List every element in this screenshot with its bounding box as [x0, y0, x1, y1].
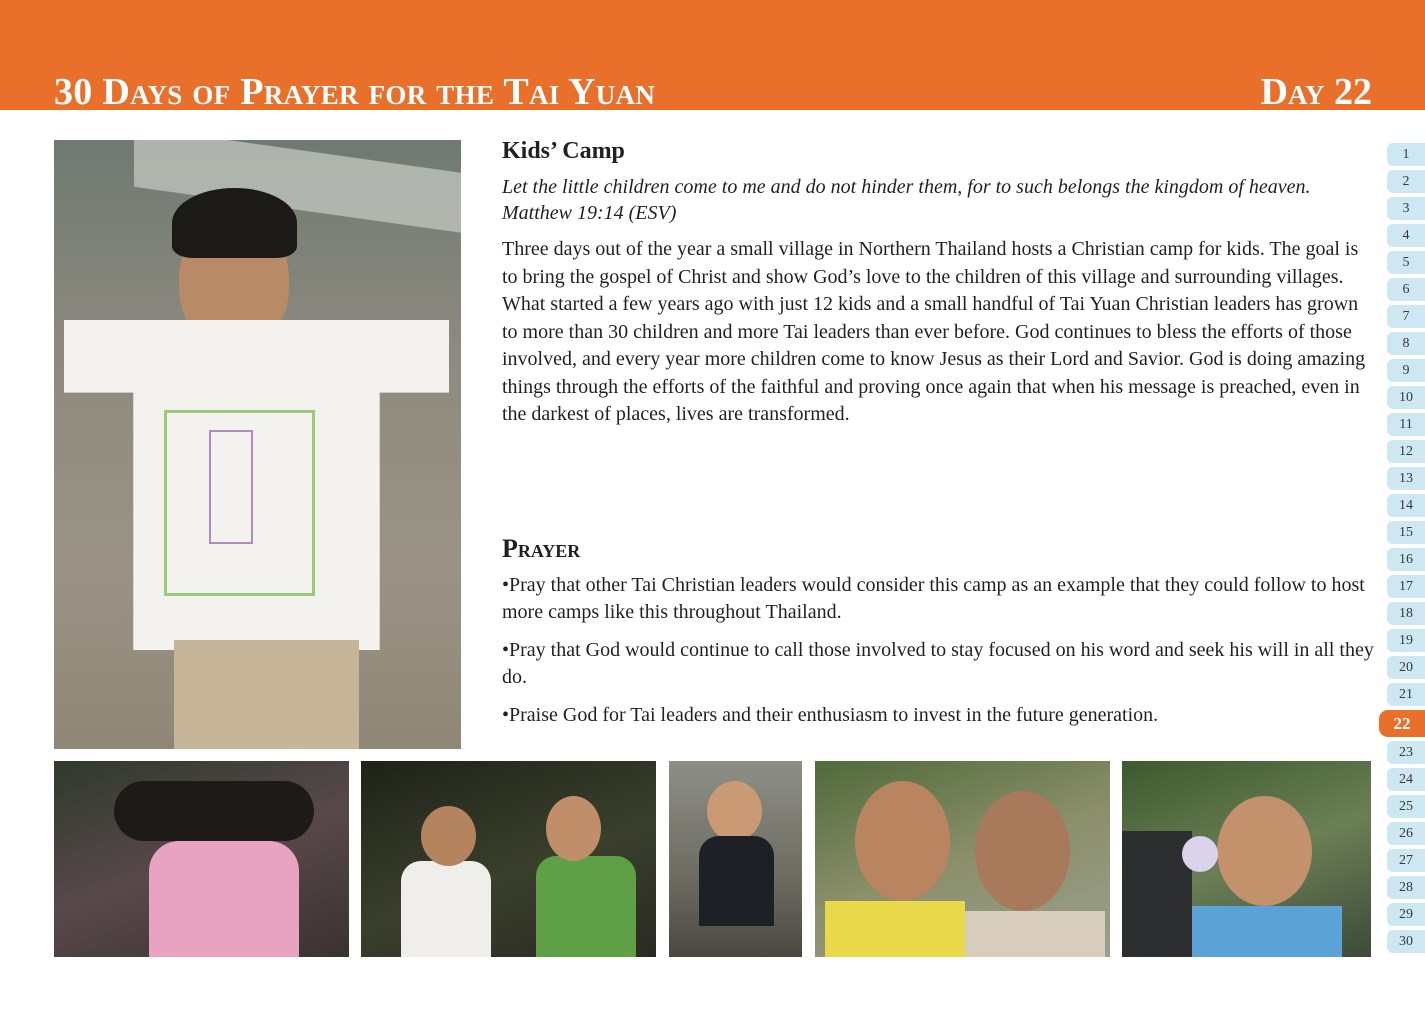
day-tab-18[interactable]: 18 [1387, 602, 1425, 625]
day-tab-2[interactable]: 2 [1387, 170, 1425, 193]
photo-ice-cream [1182, 836, 1218, 872]
day-tab-8[interactable]: 8 [1387, 332, 1425, 355]
prayer-list [502, 572, 1374, 740]
photo-face-left [421, 806, 476, 866]
day-tab-12[interactable]: 12 [1387, 440, 1425, 463]
prayer-item: •Pray that other Tai Christian leaders would consider this camp as an example that they could follow to host more camps like this throughout Thailand. [502, 574, 1365, 623]
photo-heads [114, 781, 314, 841]
day-tab-10[interactable]: 10 [1387, 386, 1425, 409]
photo-girl-hair [172, 188, 297, 258]
prayer-item: •Praise God for Tai leaders and their enthusiasm to invest in the future generation. [502, 704, 1159, 726]
prayer-heading: Prayer [502, 534, 581, 563]
day-tab-24[interactable]: 24 [1387, 768, 1425, 791]
page-title: 30 Days of Prayer for the Tai Yuan [54, 71, 656, 110]
day-tab-3[interactable]: 3 [1387, 197, 1425, 220]
photo-face-right [546, 796, 601, 861]
day-tab-16[interactable]: 16 [1387, 548, 1425, 571]
day-tab-11[interactable]: 11 [1387, 413, 1425, 436]
photo-boy-left-face [855, 781, 950, 901]
photo-girls-praying [361, 761, 656, 957]
photo-boy-face [707, 781, 762, 841]
day-label: Day 22 [1260, 71, 1372, 110]
day-tab-30[interactable]: 30 [1387, 930, 1425, 953]
header-clip [0, 0, 1425, 110]
day-tab-7[interactable]: 7 [1387, 305, 1425, 328]
photo-girl-green-shirt [536, 856, 636, 957]
photo-tshirt-cross [209, 430, 253, 544]
day-tab-23[interactable]: 23 [1387, 741, 1425, 764]
photo-boy-shirt [699, 836, 774, 926]
day-tab-26[interactable]: 26 [1387, 822, 1425, 845]
day-tab-14[interactable]: 14 [1387, 494, 1425, 517]
photo-pink-shirts [149, 841, 299, 957]
day-tab-21[interactable]: 21 [1387, 683, 1425, 706]
article-body: Three days out of the year a small village in Northern Thailand hosts a Christian camp for kids. The goal is to bring the gospel of Christ and show God’s love to the children of this village and surrounding villages. What started a few years ago with just 12 kids and a small handful of Tai Yuan Christian leaders has grown to more than 30 children and more Tai leaders than ever before. God continues to bless the efforts of those involved, and every year more children come to know Jesus as their Lord and Savior. God is doing amazing things through the efforts of the faithful and proving once again that when his message is preached, even in the darkest of places, lives are transformed. [502, 238, 1366, 425]
day-tabs [1387, 143, 1425, 957]
photo-boy-face [1217, 796, 1312, 906]
day-tab-5[interactable]: 5 [1387, 251, 1425, 274]
day-tab-19[interactable]: 19 [1387, 629, 1425, 652]
day-tab-6[interactable]: 6 [1387, 278, 1425, 301]
scripture-verse: Let the little children come to me and do not hinder them, for to such belongs the kingdom of heaven. Matthew 19:14 (ESV) [502, 176, 1311, 224]
day-tab-17[interactable]: 17 [1387, 575, 1425, 598]
photo-boy-shirt [1192, 906, 1342, 957]
article [502, 136, 1372, 429]
photo-boy-left-shirt [825, 901, 965, 957]
photo-two-boys [815, 761, 1110, 957]
article-title: Kids’ Camp [502, 138, 625, 164]
day-tab-20[interactable]: 20 [1387, 656, 1425, 679]
day-tab-22[interactable]: 22 [1379, 710, 1425, 737]
photo-boy-right-shirt [965, 911, 1105, 957]
day-tab-15[interactable]: 15 [1387, 521, 1425, 544]
photo-boy-right-face [975, 791, 1070, 911]
day-tab-1[interactable]: 1 [1387, 143, 1425, 166]
photo-girl-white-shirt [401, 861, 491, 957]
day-tab-27[interactable]: 27 [1387, 849, 1425, 872]
photo-boy-ice-cream [1122, 761, 1371, 957]
main-photo-girl-with-tshirt [54, 140, 461, 749]
day-tab-28[interactable]: 28 [1387, 876, 1425, 899]
photo-girl-shorts [174, 640, 359, 749]
prayer-item: •Pray that God would continue to call those involved to stay focused on his word and seek his will in all they do. [502, 639, 1374, 688]
day-tab-9[interactable]: 9 [1387, 359, 1425, 382]
photo-boy-crouching [669, 761, 802, 957]
day-tab-29[interactable]: 29 [1387, 903, 1425, 926]
photo-group-hug [54, 761, 349, 957]
day-tab-25[interactable]: 25 [1387, 795, 1425, 818]
day-tab-13[interactable]: 13 [1387, 467, 1425, 490]
day-tab-4[interactable]: 4 [1387, 224, 1425, 247]
